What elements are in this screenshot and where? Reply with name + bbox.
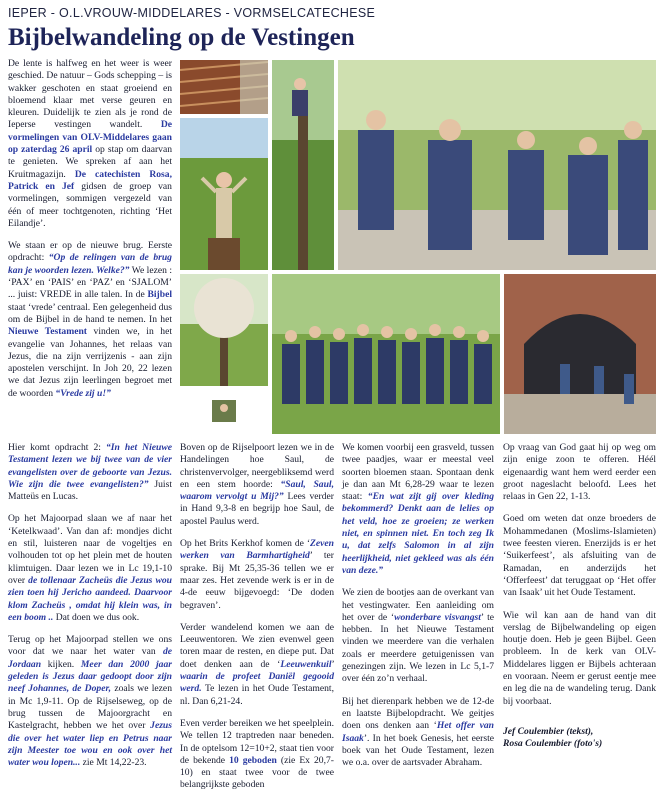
emphasis-text: Leeuwenkuil: [280, 658, 332, 670]
body-text: Lees verder in Hand 9,3-8 en begrijp hoe Saul, de apostel Paulus werd.: [180, 491, 334, 527]
paragraph: [342, 442, 494, 577]
body-text: We zien de bootjes aan de overkant van het vestingwater. Een aanleiding om het over de ‘: [342, 587, 494, 623]
body-text: zie Mt 14,22-23.: [80, 757, 147, 769]
emphasis-text: “En wat zijt gij over kleding bekommerd? Denkt aan de lelies op het veld, hoe ze groeien; ze werken niet, en spinnen niet. En toch zeg Ik u, dat zelfs Salomon in al zijn heerlijkheid, niet gekleed was als één van deze.”: [342, 491, 494, 576]
paragraph: [8, 58, 172, 230]
author-credit: Jef Coulembier (tekst),: [503, 725, 594, 737]
body-text: Terug op het Majoorpad stellen we ons voor dat we naar het water van: [8, 634, 172, 658]
body-text: We staan er op de nieuwe brug. Eerste opdracht:: [8, 240, 172, 264]
emphasis-text: waarin de profeet Daniël gegooid werd.: [180, 671, 334, 695]
photo-blossom-tree: [180, 274, 268, 386]
column-3: [342, 442, 494, 779]
body-text: Op het Brits Kerkhof komen de ‘: [180, 538, 311, 550]
emphasis-text: Jezus die over het water liep en Petrus naar zijn Meester toe wou en ook over het water wou lopen...: [8, 720, 172, 769]
body-text: De lente is halfweg en het weer is weer geschied. De natuur – Gods schepping – is wakker geschoten en staat groeiend en bloemend klaar met verse geuren en kleuren. Duidelijk te zien als je rond de Ieperse vestingen wandelt.: [8, 58, 172, 131]
emphasis-text: Bijbel: [147, 289, 172, 301]
column-1-top: [8, 58, 172, 410]
column-2: [180, 442, 334, 802]
paragraph: [8, 634, 172, 769]
body-text: kijken.: [41, 658, 81, 670]
body-text: Goed om weten dat onze broeders de Mohammedanen (Moslims-Islamieten) twee feesten vieren. Enerzijds is er het ‘Suikerfeest’, als afsluiting van de Ramadan, en anderzijds het ‘Offerfeest’ dat teruggaat op ‘Het offer van Isaak’ uit het Oude Testament.: [503, 513, 656, 599]
paragraph: [8, 240, 172, 400]
body-text: gidsen de groep van vormelingen, sommigen vergezeld van één of meer tochtgenoten, richting ‘Het Eilandje’.: [8, 180, 172, 229]
emphasis-text: Meer dan 2000 jaar geleden is Jezus daar gedoopt door zijn neef Johannes, de Doper,: [8, 658, 172, 695]
emphasis-text: De vormelingen van OLV-Middelares gaan op zaterdag 26 april: [8, 119, 172, 156]
body-text: ’ te hebben. In het Nieuwe Testament vinden we meerdere van die verhalen zoals er meerdere getuigenissen van genezingen zijn. We lezen in Lc 5,1-7 over één zo’n verhaal.: [342, 611, 494, 685]
body-text: ’: [331, 658, 334, 670]
emphasis-text: “Vrede zij u!”: [55, 387, 111, 399]
emphasis-text: Het offer van Isaak: [342, 720, 494, 744]
body-text: ’. In het boek Genesis, het eerste boek van het Oude Testament, lezen we o.a. over de aartsvader Abraham.: [342, 732, 494, 769]
paragraph: [180, 538, 334, 612]
photo-credit: Rosa Coulembier (foto's): [503, 738, 603, 750]
body-text: Boven op de Rijselpoort lezen we in de Handelingen hoe Saul, de christenvervolger, neergebliksemd werd en een stem hoorde:: [180, 442, 334, 490]
emphasis-text: 10 geboden: [229, 754, 277, 766]
emphasis-text: Nieuwe Testament: [8, 326, 88, 338]
paragraph: [180, 718, 334, 792]
body-text: ’ ter sprake. Bij Mt 25,35-36 tellen we er maar zes. Het zevende werk is er in de 4-de eeuw bijgevoegd: ‘De doden begraven’.: [180, 550, 334, 611]
paragraph: [503, 442, 656, 503]
emphasis-text: “Op de relingen van de brug kan je woorden lezen. Welke?”: [8, 252, 172, 276]
column-4: [503, 442, 656, 751]
photo-kid-on-stump: [180, 118, 268, 270]
body-text: (zie Ex 20,7-10) en staat twee voor de twee belangrijkste geboden: [180, 754, 334, 791]
emphasis-text: “In het Nieuwe Testament lezen we bij twee van de vier evangelisten over de geboorte van Jezus. Wie zijn die twee evangelisten?”: [8, 442, 172, 490]
body-text: vinden we, in het evangelie van Johannes, het relaas van Jezus, die na zijn verrijzenis - aan zijn apostelen verschijnt. In Joh 20, 22 lezen we dat Jezus zijn leerlingen begroet met de woorden: [8, 326, 172, 399]
body-text: staat ‘vrede’ centraal. Een gelegenheid dus om de Bijbel in de hand te nemen. In het: [8, 301, 172, 325]
paragraph: [503, 513, 656, 599]
photo-group-portrait: [272, 274, 500, 434]
paragraph: [180, 442, 334, 528]
emphasis-text: de tollenaar Zacheüs die Jezus wou zien toen hij Jericho aandeed. Daarvoor klom Zacheüs , omdat hij klein was, in een boom ..: [8, 574, 173, 623]
body-text: Dat doen we dus ook.: [53, 611, 140, 623]
paragraph: [180, 622, 334, 708]
body-text: Verder wandelend komen we aan de Leeuwentoren. We zien evenwel geen toren maar de resten, en diepe put. Dat doet denken aan de ‘: [180, 621, 334, 670]
emphasis-text: Zeven werken van Barmhartigheid: [180, 538, 334, 562]
emphasis-text: De catechisten Rosa, Patrick en Jef: [8, 168, 172, 192]
paragraph: [8, 513, 172, 624]
paragraph: [8, 442, 172, 503]
emphasis-text: “Saul, Saul, waarom vervolgt u Mij?”: [180, 478, 334, 503]
photo-tunnel-gate: [504, 274, 656, 434]
section-kicker: IEPER - O.L.VROUW-MIDDELARES - VORMSELCATECHESE: [8, 6, 376, 20]
body-text: Hier komt opdracht 2:: [8, 442, 106, 453]
body-text: Bij het dierenpark hebben we de 12-de en laatste Bijbelopdracht. We geitjes doen ons denken aan ‘: [342, 695, 494, 732]
photo-group-reading: [338, 60, 656, 270]
body-text: We lezen : ‘PAX’ en ‘PAIS’ en ‘PAZ’ en ‘SJALOM’ ... juist: VREDE in alle talen. In de: [8, 264, 172, 301]
photo-tree-climb: [272, 60, 334, 270]
emphasis-text: de Jordaan: [8, 646, 172, 670]
body-text: op stap om daarvan te genieten. We spreken af aan het Kruitmagazijn.: [8, 144, 173, 180]
emphasis-text: wonderbare visvangst: [394, 611, 481, 623]
body-text: Te lezen in het Oude Testament, nl. Dan 6,21-24.: [180, 683, 334, 707]
body-text: zoals we lezen in Mc 1,9-11. Op de Rijselseweg, op de brug tussen de Majoorgracht en Kastelgracht, hebben we het over: [8, 683, 172, 732]
body-text: Juist Matteüs en Lucas.: [8, 478, 172, 503]
article-title: Bijbelwandeling op de Vestingen: [8, 24, 355, 51]
photo-pax-bridge: [180, 60, 268, 114]
body-text: Op vraag van God gaat hij op weg om zijn enige zoon te offeren. Héél eigenaardig want hem werd eerder een groot nageslacht beloofd. Lees het relaas in Gen 22, 1-13.: [503, 442, 656, 503]
paragraph: [342, 696, 494, 770]
paragraph: [503, 610, 656, 708]
column-1-bottom: [8, 442, 172, 779]
body-text: We komen voorbij een grasveld, tussen twee paadjes, waar er meestal veel soorten bloemen staan. Spontaan denk je dan aan Mt 6,28-29 waar te lezen staat:: [342, 442, 494, 503]
body-text: Even verder bereiken we het speelplein. We tellen 12 traptreden naar beneden. In de optelsom 12=10+2, staat tien voor de bekende: [180, 717, 334, 766]
body-text: Op het Majoorpad slaan we af naar het ‘Ketelkwaad’. Van dan af: mondjes dicht en stil, luisteren naar de vogeltjes en volhouden tot op het plein met de houten klimtuigen. Daar lezen we in Lc 19,1-10 over: [8, 513, 172, 586]
photo-small-thumb: [212, 400, 236, 422]
paragraph: [342, 587, 494, 685]
body-text: Wie wil kan aan de hand van dit verslag de Bijbelwandeling op eigen houtje doen. Heb je geen Bijbel. Geen probleem. In de kerk van OLV-Middelares liggen er Bijbels achteraan en vooraan. Neem er gerust eentje mee en leg die na de wandeling terug. Dank bij voorbaat.: [503, 609, 656, 707]
